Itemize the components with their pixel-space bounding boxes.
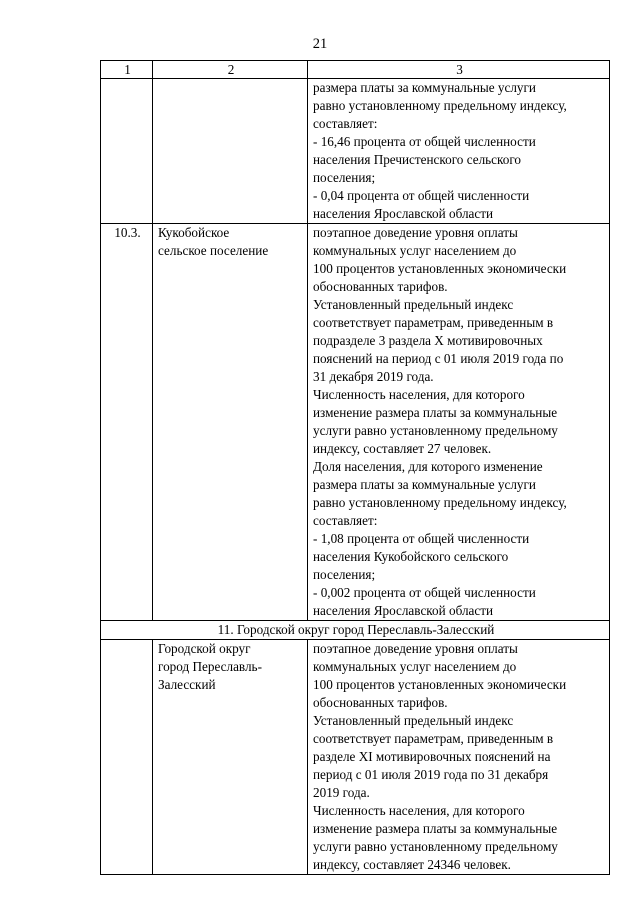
cell-text-line: размера платы за коммунальные услуги	[313, 80, 536, 95]
cell-text-line: - 0,04 процента от общей численности	[313, 188, 530, 203]
cell-text-line: Численность населения, для которого	[313, 387, 525, 402]
row-text-cell	[308, 79, 610, 224]
cell-text-line: Кукобойское	[158, 225, 230, 240]
cell-text-line: равно установленному предельному индексу,	[313, 495, 567, 510]
cell-text-line: поселения;	[313, 567, 376, 582]
cell-text-line: - 0,002 процента от общей численности	[313, 585, 536, 600]
row-name-cell	[153, 79, 308, 224]
cell-text-line: Городской округ	[158, 641, 251, 656]
cell-text-line: 31 декабря 2019 года.	[313, 369, 434, 384]
cell-text-line: размера платы за коммунальные услуги	[313, 477, 536, 492]
cell-text-line: коммунальных услуг населением до	[313, 659, 517, 674]
column-header-3: 3	[308, 61, 610, 79]
cell-text-line: индексу, составляет 24346 человек.	[313, 857, 511, 872]
cell-text-line: услуги равно установленному предельному	[313, 423, 558, 438]
cell-text-line: Установленный предельный индекс	[313, 713, 514, 728]
cell-text-line: равно установленному предельному индексу,	[313, 98, 567, 113]
cell-text-line: услуги равно установленному предельному	[313, 839, 558, 854]
cell-text-line: населения Кукобойского сельского	[313, 549, 509, 564]
row-number-cell: 10.3.	[101, 224, 153, 621]
cell-text-line: населения Ярославской области	[313, 603, 494, 618]
cell-text-line: период с 01 июля 2019 года по 31 декабря	[313, 767, 549, 782]
cell-text-line: индексу, составляет 27 человек.	[313, 441, 492, 456]
cell-text-line: Доля населения, для которого изменение	[313, 459, 543, 474]
header-row	[101, 61, 610, 79]
tariff-table	[100, 60, 610, 875]
cell-text-line: коммунальных услуг населением до	[313, 243, 517, 258]
cell-text-line: изменение размера платы за коммунальные	[313, 405, 558, 420]
cell-text-line: обоснованных тарифов.	[313, 695, 448, 710]
cell-text-line: составляет:	[313, 513, 378, 528]
table-row-10-3	[101, 224, 610, 621]
cell-text-line: Установленный предельный индекс	[313, 297, 514, 312]
cell-text-line: изменение размера платы за коммунальные	[313, 821, 558, 836]
page-number: 21	[312, 36, 328, 52]
cell-text-line: подразделе 3 раздела X мотивировочных	[313, 333, 543, 348]
cell-text-line: соответствует параметрам, приведенным в	[313, 731, 554, 746]
cell-text-line: сельское поселение	[158, 243, 269, 258]
cell-text-line: составляет:	[313, 116, 378, 131]
cell-text-line: поэтапное доведение уровня оплаты	[313, 641, 518, 656]
table-row-11	[101, 640, 610, 875]
cell-text-line: соответствует параметрам, приведенным в	[313, 315, 554, 330]
cell-text-line: - 16,46 процента от общей численности	[313, 134, 536, 149]
row-text-cell	[308, 640, 610, 875]
cell-text-line: населения Ярославской области	[313, 206, 494, 221]
cell-text-line: пояснений на период с 01 июля 2019 года по	[313, 351, 564, 366]
column-header-1: 1	[101, 61, 153, 79]
cell-text-line: 2019 года.	[313, 785, 370, 800]
row-text-cell	[308, 224, 610, 621]
section-heading: 11. Городской округ город Переславль-Залесский	[101, 621, 610, 640]
cell-text-line: Залесский	[158, 677, 216, 692]
cell-text-line: город Переславль-	[158, 659, 262, 674]
column-header-2: 2	[153, 61, 308, 79]
cell-text-line: поэтапное доведение уровня оплаты	[313, 225, 518, 240]
cell-text-line: разделе XI мотивировочных пояснений на	[313, 749, 551, 764]
cell-text-line: населения Пречистенского сельского	[313, 152, 522, 167]
row-name-cell	[153, 224, 308, 621]
row-number-cell	[101, 79, 153, 224]
cell-text-line: 100 процентов установленных экономически	[313, 677, 567, 692]
cell-text-line: 100 процентов установленных экономически	[313, 261, 567, 276]
cell-text-line: поселения;	[313, 170, 376, 185]
section-heading-row	[101, 621, 610, 640]
cell-text-line: Численность населения, для которого	[313, 803, 525, 818]
table-row-continuation	[101, 79, 610, 224]
cell-text-line: - 1,08 процента от общей численности	[313, 531, 530, 546]
cell-text-line: обоснованных тарифов.	[313, 279, 448, 294]
row-number-cell	[101, 640, 153, 875]
row-name-cell	[153, 640, 308, 875]
